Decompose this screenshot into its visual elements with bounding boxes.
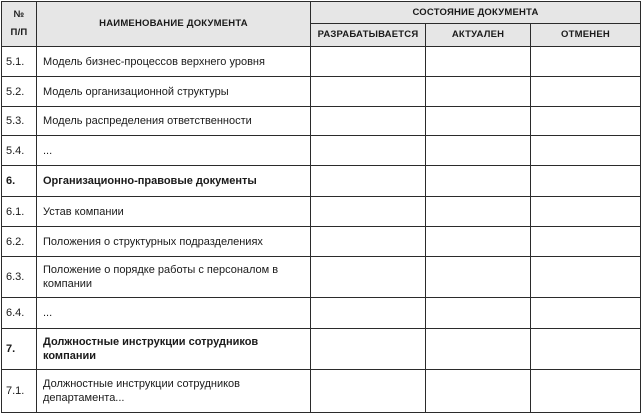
row-number: 5.4. — [2, 136, 37, 166]
document-name: ... — [37, 136, 311, 166]
table-row — [2, 47, 641, 77]
status-developing-cell — [311, 227, 426, 257]
status-actual-cell — [426, 197, 531, 227]
table-row — [2, 136, 641, 166]
document-name: ... — [37, 298, 311, 329]
row-number: 5.3. — [2, 107, 37, 136]
row-number: 6.2. — [2, 227, 37, 257]
status-actual-cell — [426, 166, 531, 197]
table-row — [2, 227, 641, 257]
status-actual-cell — [426, 329, 531, 370]
status-cancelled-cell — [531, 197, 641, 227]
status-cancelled-cell — [531, 370, 641, 413]
status-developing-cell — [311, 107, 426, 136]
document-name: Устав компании — [37, 197, 311, 227]
document-name: Модель распределения ответственности — [37, 107, 311, 136]
row-number: 6.3. — [2, 257, 37, 298]
status-developing-cell — [311, 166, 426, 197]
status-cancelled-cell — [531, 47, 641, 77]
status-actual-header: АКТУАЛЕН — [426, 24, 531, 47]
status-cancelled-cell — [531, 257, 641, 298]
number-column-header — [2, 2, 37, 47]
status-cancelled-cell — [531, 107, 641, 136]
status-cancelled-header: ОТМЕНЕН — [531, 24, 641, 47]
status-developing-header: РАЗРАБАТЫВАЕТСЯ — [311, 24, 426, 47]
status-developing-cell — [311, 77, 426, 107]
document-name: Должностные инструкции сотрудников департамента... — [37, 370, 311, 413]
status-actual-cell — [426, 257, 531, 298]
status-actual-cell — [426, 136, 531, 166]
row-number: 6.1. — [2, 197, 37, 227]
table-row — [2, 166, 641, 197]
status-cancelled-cell — [531, 166, 641, 197]
document-name: Организационно-правовые документы — [37, 166, 311, 197]
status-developing-cell — [311, 197, 426, 227]
status-developing-cell — [311, 257, 426, 298]
row-number: 5.1. — [2, 47, 37, 77]
table-row — [2, 329, 641, 370]
row-number: 7.1. — [2, 370, 37, 413]
status-developing-cell — [311, 47, 426, 77]
status-actual-cell — [426, 298, 531, 329]
row-number: 7. — [2, 329, 37, 370]
table-row — [2, 370, 641, 413]
status-developing-cell — [311, 298, 426, 329]
status-actual-cell — [426, 227, 531, 257]
document-name: Модель организационной структуры — [37, 77, 311, 107]
row-number: 6. — [2, 166, 37, 197]
table-row — [2, 77, 641, 107]
status-cancelled-cell — [531, 136, 641, 166]
number-header-line1: № — [13, 9, 25, 20]
table-row — [2, 197, 641, 227]
status-actual-cell — [426, 47, 531, 77]
status-actual-cell — [426, 107, 531, 136]
status-actual-cell — [426, 77, 531, 107]
number-header-line2: П/П — [10, 27, 28, 38]
table-row — [2, 107, 641, 136]
table-row — [2, 257, 641, 298]
row-number: 6.4. — [2, 298, 37, 329]
status-cancelled-cell — [531, 329, 641, 370]
row-number: 5.2. — [2, 77, 37, 107]
status-actual-cell — [426, 370, 531, 413]
document-name: Положения о структурных подразделениях — [37, 227, 311, 257]
status-cancelled-cell — [531, 77, 641, 107]
status-group-header: СОСТОЯНИЕ ДОКУМЕНТА — [311, 2, 641, 24]
document-name: Модель бизнес-процессов верхнего уровня — [37, 47, 311, 77]
status-cancelled-cell — [531, 227, 641, 257]
document-name: Положение о порядке работы с персоналом в компании — [37, 257, 311, 298]
status-developing-cell — [311, 329, 426, 370]
status-developing-cell — [311, 136, 426, 166]
status-cancelled-cell — [531, 298, 641, 329]
table-row — [2, 298, 641, 329]
status-developing-cell — [311, 370, 426, 413]
document-status-table — [1, 1, 641, 413]
name-column-header: НАИМЕНОВАНИЕ ДОКУМЕНТА — [37, 2, 311, 47]
document-name: Должностные инструкции сотрудников компании — [37, 329, 311, 370]
